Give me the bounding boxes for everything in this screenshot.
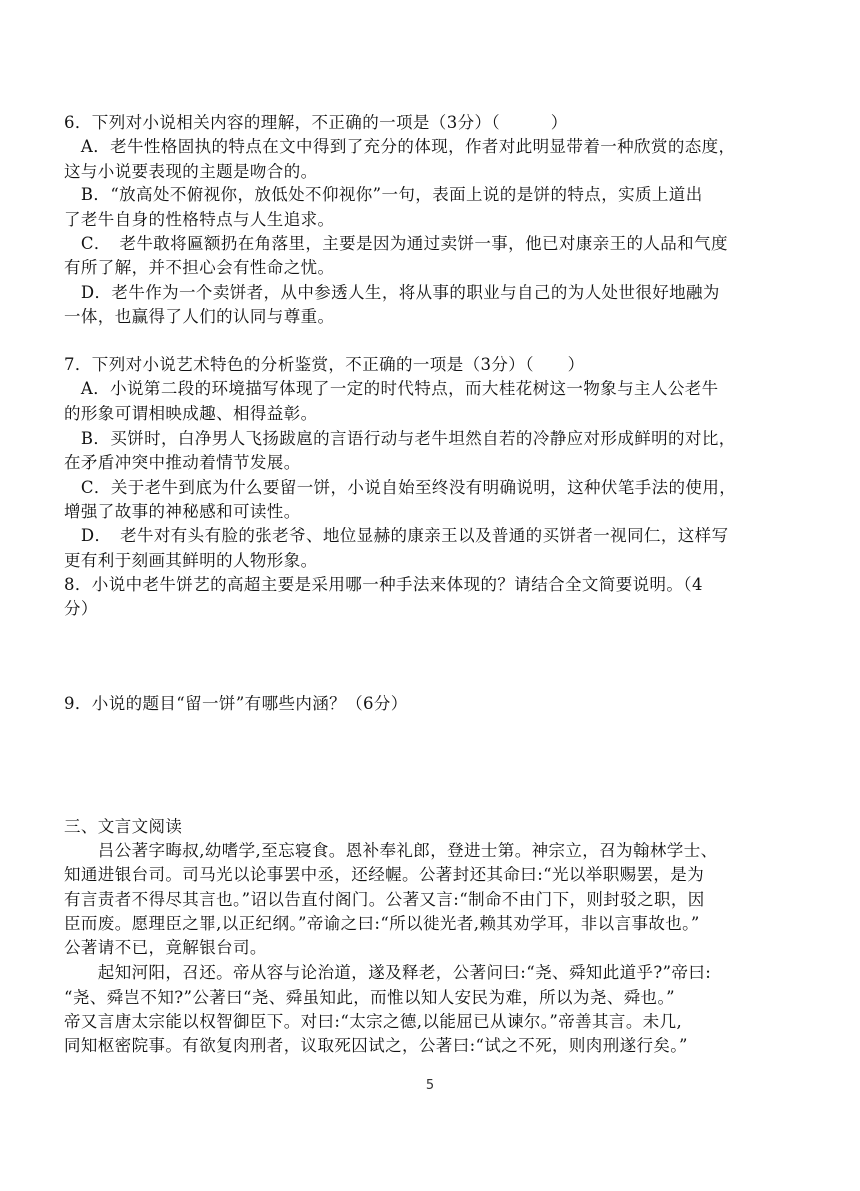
question-6-option-a-line-2: 这与小说要表现的主题是吻合的。: [64, 162, 318, 181]
passage-line: 公著请不已，竟解银台司。: [64, 938, 267, 957]
question-7-option-c-line-2: 增强了故事的神秘感和可读性。: [64, 502, 301, 521]
question-7-option-b-line-1: B．买饼时，白净男人飞扬跋扈的言语行动与老牛坦然自若的冷静应对形成鲜明的对比，: [64, 429, 736, 448]
question-6-option-b-line-1: B．“放高处不俯视你，放低处不仰视你”一句，表面上说的是饼的特点，实质上道出: [64, 185, 703, 204]
question-6-option-d-line-2: 一体，也赢得了人们的认同与尊重。: [64, 307, 335, 326]
question-7-option-b-line-2: 在矛盾冲突中推动着情节发展。: [64, 453, 301, 472]
question-6-option-b-line-2: 了老牛自身的性格特点与人生追求。: [64, 210, 335, 229]
passage-line: 有言责者不得尽其言也。”诏以告直付阁门。公著又言:“制命不由门下，则封驳之职，因: [64, 890, 705, 909]
question-7-option-d-line-1: D． 老牛对有头有脸的张老爷、地位显赫的康亲王以及普通的买饼者一视同仁，这样写: [64, 526, 729, 545]
question-8-line-2: 分）: [64, 599, 98, 618]
passage-line: 臣而废。愿理臣之罪,以正纪纲。”帝谕之曰:“所以徙光者,赖其劝学耳，非以言事故也。”: [64, 914, 700, 933]
page-number: 5: [425, 1078, 435, 1093]
question-7-stem: 7．下列对小说艺术特色的分析鉴赏，不正确的一项是（3分）（ ）: [64, 355, 585, 374]
question-6-option-c-line-1: C． 老牛敢将匾额扔在角落里，主要是因为通过卖饼一事，他已对康亲王的人品和气度: [64, 234, 728, 253]
question-6-stem: 6．下列对小说相关内容的理解，不正确的一项是（3分）（ ）: [64, 113, 568, 132]
question-6-option-c-line-2: 有所了解，并不担心会有性命之忧。: [64, 258, 335, 277]
passage-line: 知通进银台司。司马光以论事罢中丞，还经幄。公著封还其命曰:“光以举职赐罢，是为: [64, 865, 705, 884]
passage-line: 帝又言唐太宗能以权智御臣下。对曰:“太宗之德,以能屈已从谏尔。”帝善其言。未几,: [64, 1012, 683, 1031]
passage-line: 吕公著字晦叔,幼嗜学,至忘寝食。恩补奉礼郎，登进士第。神宗立，召为翰林学士、: [64, 841, 718, 860]
section-3-heading: 三、文言文阅读: [64, 817, 183, 836]
question-7-option-c-line-1: C．关于老牛到底为什么要留一饼，小说自始至终没有明确说明，这种伏笔手法的使用，: [64, 478, 737, 497]
passage-line: 起知河阳，召还。帝从容与论治道，遂及释老，公著问曰:“尧、舜知此道乎?”帝曰:: [64, 963, 712, 982]
question-7-option-a-line-1: A．小说第二段的环境描写体现了一定的时代特点，而大桂花树这一物象与主人公老牛: [64, 379, 719, 398]
question-7-option-d-line-2: 更有利于刻画其鲜明的人物形象。: [64, 551, 318, 570]
passage-line: 同知枢密院事。有欲复肉刑者，议取死囚试之，公著曰:“试之不死，则肉刑遂行矣。”: [64, 1036, 688, 1055]
passage-line: “尧、舜岂不知?”公著曰“尧、舜虽知此，而惟以知人安民为难，所以为尧、舜也。”: [64, 988, 675, 1007]
question-8-line-1: 8．小说中老牛饼艺的高超主要是采用哪一种手法来体现的？请结合全文简要说明。（4: [64, 575, 703, 594]
question-6-option-a-line-1: A．老牛性格固执的特点在文中得到了充分的体现，作者对此明显带着一种欣赏的态度，: [64, 137, 736, 156]
question-7-option-a-line-2: 的形象可谓相映成趣、相得益彰。: [64, 404, 318, 423]
question-6-option-d-line-1: D．老牛作为一个卖饼者，从中参透人生，将从事的职业与自己的为人处世很好地融为: [64, 283, 720, 302]
question-9-line-1: 9．小说的题目“留一饼”有哪些内涵？（6分）: [64, 694, 408, 713]
